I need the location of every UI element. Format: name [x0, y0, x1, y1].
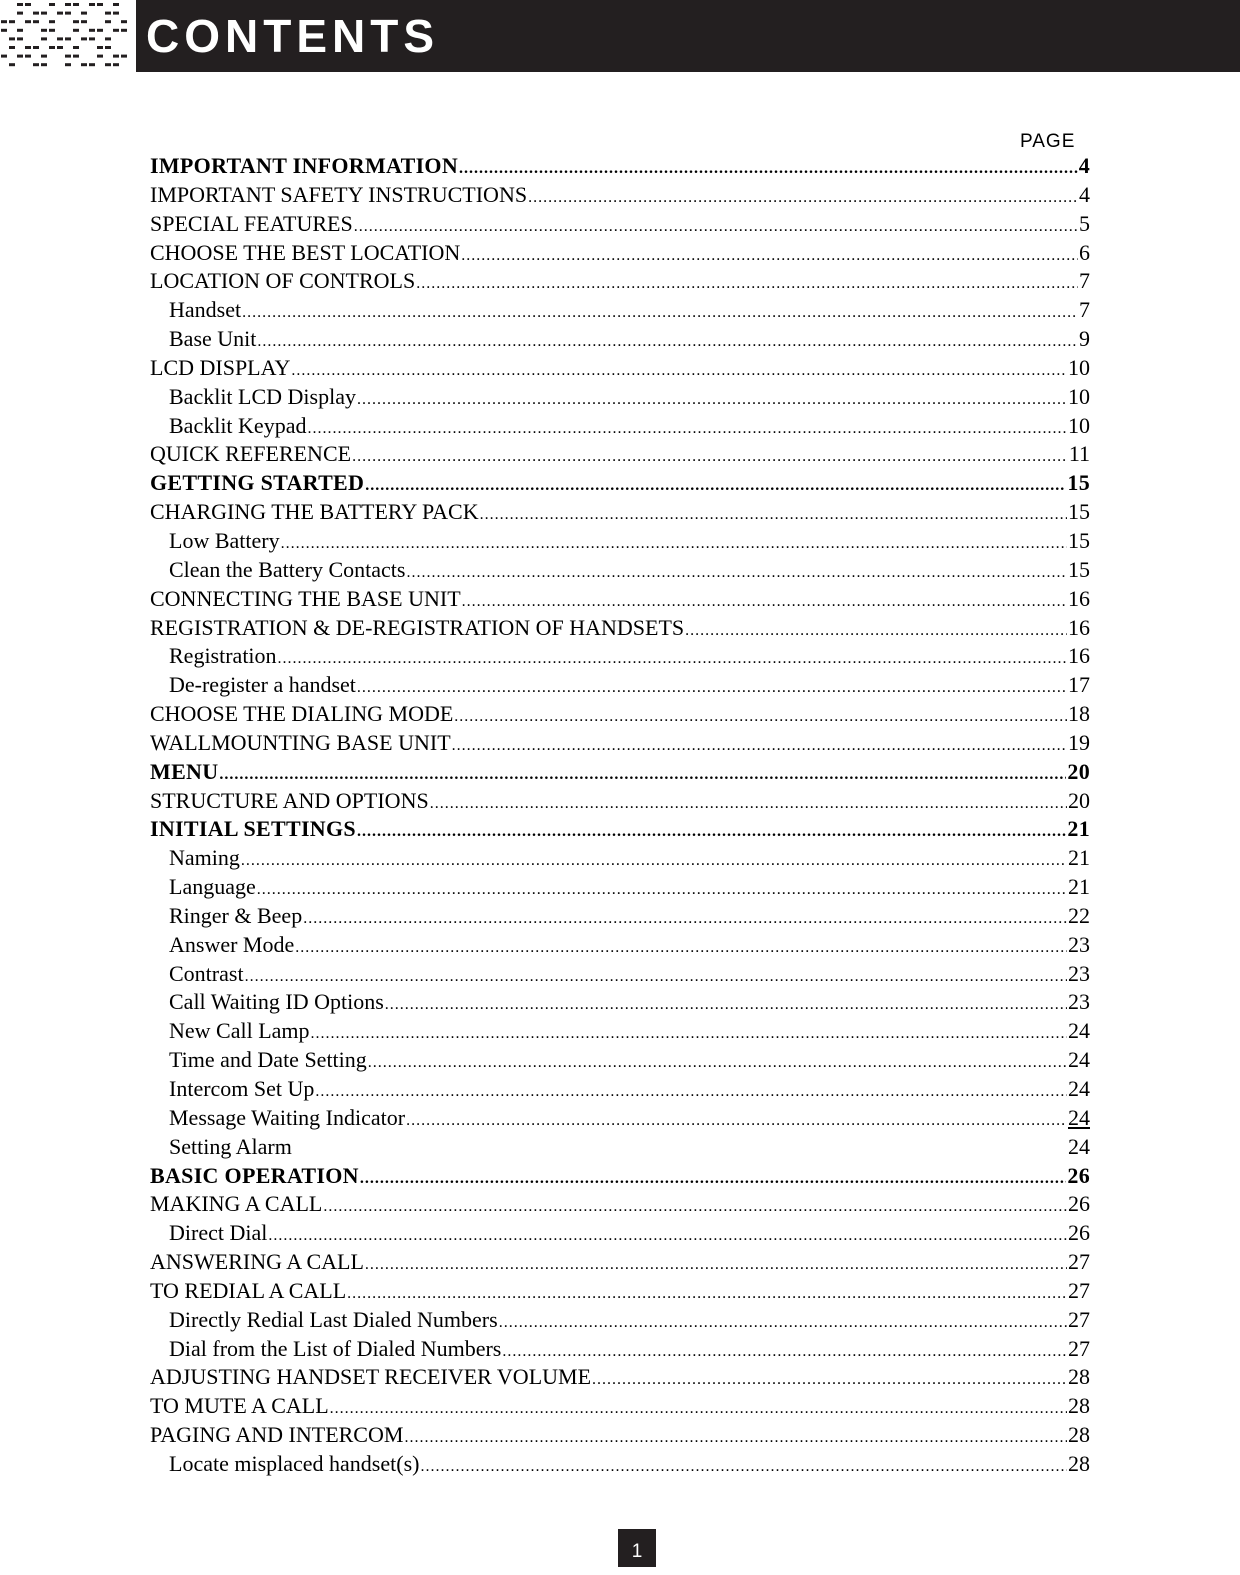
toc-entry-page: 18 — [1068, 701, 1090, 727]
toc-entry-page: 27 — [1068, 1249, 1090, 1275]
toc-entry[interactable] — [150, 1306, 1090, 1335]
toc-entry-title: Language — [169, 874, 256, 900]
toc-dot-leader — [311, 1020, 1067, 1046]
toc-entry-page: 4 — [1078, 153, 1090, 178]
toc-entry-title: MENU — [150, 758, 219, 784]
toc-entry-title: LOCATION OF CONTROLS — [150, 268, 416, 294]
toc-entry-page: 26 — [1068, 1191, 1090, 1217]
toc-entry-page: 9 — [1079, 326, 1090, 352]
toc-dot-leader — [404, 1424, 1067, 1450]
toc-dot-leader — [528, 184, 1078, 210]
toc-entry-page: 10 — [1068, 354, 1090, 380]
toc-entry-page: 6 — [1079, 239, 1090, 265]
toc-entry-page: 19 — [1068, 729, 1090, 755]
toc-entry[interactable] — [150, 354, 1090, 383]
toc-entry[interactable] — [150, 988, 1090, 1017]
toc-dot-leader — [291, 357, 1067, 383]
toc-entry-title: Call Waiting ID Options — [169, 989, 384, 1015]
toc-dot-leader — [278, 645, 1067, 671]
toc-entry[interactable] — [150, 1421, 1090, 1450]
toc-entry[interactable] — [150, 758, 1090, 787]
toc-entry[interactable] — [150, 1450, 1090, 1479]
toc-entry-title: STRUCTURE AND OPTIONS — [150, 787, 429, 813]
toc-dot-leader — [461, 242, 1078, 268]
toc-entry[interactable] — [150, 614, 1090, 643]
toc-entry-page: 15 — [1068, 527, 1090, 553]
toc-entry-title: Ringer & Beep — [169, 902, 303, 928]
toc-entry-page: 24 — [1068, 1104, 1090, 1130]
toc-entry-title: CHOOSE THE BEST LOCATION — [150, 239, 461, 265]
toc-entry[interactable] — [150, 527, 1090, 556]
toc-entry[interactable] — [150, 1392, 1090, 1421]
toc-entry-page: 26 — [1067, 1162, 1090, 1188]
toc-entry[interactable] — [150, 469, 1090, 498]
page-column-label: PAGE — [1020, 131, 1076, 152]
toc-dot-leader — [592, 1366, 1067, 1392]
toc-dot-leader — [352, 443, 1068, 469]
toc-entry[interactable] — [150, 1104, 1090, 1133]
toc-entry[interactable] — [150, 902, 1090, 931]
toc-entry[interactable] — [150, 1017, 1090, 1046]
toc-entry[interactable] — [150, 152, 1090, 181]
toc-dot-leader — [406, 559, 1067, 585]
toc-entry[interactable] — [150, 1335, 1090, 1364]
toc-entry-title: IMPORTANT SAFETY INSTRUCTIONS — [150, 181, 528, 207]
toc-dot-leader — [281, 530, 1067, 556]
toc-dot-leader — [245, 963, 1067, 989]
toc-entry-title: Directly Redial Last Dialed Numbers — [169, 1306, 498, 1332]
toc-entry[interactable] — [150, 729, 1090, 758]
toc-entry-title: INITIAL SETTINGS — [150, 816, 356, 842]
header-bar — [136, 0, 1240, 72]
toc-entry-title: New Call Lamp — [169, 1018, 310, 1044]
toc-entry[interactable] — [150, 412, 1090, 441]
toc-dot-leader — [219, 761, 1066, 787]
toc-entry-title: Low Battery — [169, 527, 280, 553]
toc-entry-title: Message Waiting Indicator — [169, 1104, 406, 1130]
toc-entry-page: 23 — [1068, 931, 1090, 957]
toc-entry-page: 17 — [1068, 672, 1090, 698]
toc-entry-title: Naming — [169, 845, 240, 871]
toc-entry-title: ANSWERING A CALL — [150, 1249, 364, 1275]
toc-entry-title: TO REDIAL A CALL — [150, 1277, 347, 1303]
toc-entry-page: 7 — [1079, 297, 1090, 323]
toc-entry-page: 28 — [1068, 1393, 1090, 1419]
toc-entry[interactable] — [150, 1219, 1090, 1248]
toc-entry[interactable] — [150, 1248, 1090, 1277]
toc-dot-leader — [365, 472, 1066, 498]
toc-entry-title: WALLMOUNTING BASE UNIT — [150, 729, 451, 755]
toc-entry-title: REGISTRATION & DE-REGISTRATION OF HANDSETS — [150, 614, 685, 640]
toc-entry-title: CHOOSE THE DIALING MODE — [150, 701, 454, 727]
toc-entry-page: 20 — [1067, 758, 1090, 784]
toc-dot-leader — [323, 1193, 1067, 1219]
toc-dot-leader — [241, 847, 1067, 873]
toc-entry-page: 24 — [1068, 1018, 1090, 1044]
toc-entry-title: Handset — [169, 297, 242, 323]
toc-entry-title: Intercom Set Up — [169, 1076, 315, 1101]
toc-entry[interactable] — [150, 873, 1090, 902]
toc-dot-leader — [499, 1309, 1067, 1335]
page-number: 1 — [618, 1529, 656, 1567]
toc-dot-leader — [420, 1453, 1067, 1479]
toc-dot-leader — [347, 1280, 1067, 1306]
toc-entry-page: 26 — [1068, 1220, 1090, 1246]
toc-entry-title: Clean the Battery Contacts — [169, 556, 406, 582]
toc-entry[interactable] — [150, 844, 1090, 873]
toc-dot-leader — [303, 905, 1067, 931]
toc-entry-title: Time and Date Setting — [169, 1047, 367, 1073]
toc-entry[interactable] — [150, 210, 1090, 239]
toc-dot-leader — [365, 1251, 1067, 1277]
toc-entry-page: 27 — [1068, 1277, 1090, 1303]
toc-dot-leader — [315, 1078, 1067, 1104]
toc-dot-leader — [242, 299, 1078, 325]
toc-dot-leader — [268, 1222, 1067, 1248]
toc-entry-page: 24 — [1068, 1076, 1090, 1101]
toc-entry-title: GETTING STARTED — [150, 470, 365, 496]
toc-dot-leader — [406, 1107, 1067, 1133]
toc-entry-title: IMPORTANT INFORMATION — [150, 153, 459, 178]
toc-entry-title: CHARGING THE BATTERY PACK — [150, 499, 479, 525]
table-of-contents — [150, 152, 1090, 1479]
toc-entry-title: Contrast — [169, 960, 244, 986]
toc-dot-leader — [480, 501, 1067, 527]
toc-entry[interactable] — [150, 383, 1090, 412]
toc-entry-title: Locate misplaced handset(s) — [169, 1450, 420, 1476]
toc-entry[interactable] — [150, 787, 1090, 816]
toc-entry-title: Direct Dial — [169, 1220, 268, 1246]
toc-dot-leader — [685, 617, 1067, 643]
toc-dot-leader — [430, 790, 1067, 816]
toc-dot-leader — [502, 1338, 1067, 1364]
toc-entry[interactable] — [150, 1363, 1090, 1392]
toc-entry-title: Dial from the List of Dialed Numbers — [169, 1335, 502, 1361]
toc-entry[interactable] — [150, 267, 1090, 296]
toc-dot-leader — [257, 876, 1067, 902]
toc-entry[interactable] — [150, 960, 1090, 989]
toc-entry-page: 10 — [1068, 383, 1090, 409]
toc-entry-title: Setting Alarm — [169, 1133, 292, 1159]
toc-dot-leader — [452, 732, 1067, 758]
toc-entry-page: 23 — [1068, 960, 1090, 986]
toc-entry-title: De-register a handset — [169, 672, 356, 698]
toc-entry[interactable] — [150, 325, 1090, 354]
toc-entry-page: 10 — [1068, 412, 1090, 438]
toc-dot-leader — [459, 155, 1078, 181]
toc-entry-page: 16 — [1068, 614, 1090, 640]
toc-entry-title: Backlit LCD Display — [169, 383, 356, 409]
toc-entry-page: 28 — [1068, 1422, 1090, 1448]
toc-entry[interactable] — [150, 642, 1090, 671]
toc-entry[interactable] — [150, 498, 1090, 527]
toc-entry[interactable] — [150, 556, 1090, 585]
toc-entry[interactable] — [150, 239, 1090, 268]
toc-entry-title: BASIC OPERATION — [150, 1162, 359, 1188]
toc-entry[interactable] — [150, 296, 1090, 325]
toc-entry-page: 15 — [1068, 499, 1090, 525]
toc-entry-page: 22 — [1068, 902, 1090, 928]
toc-dot-leader — [307, 415, 1067, 441]
toc-dot-leader — [330, 1395, 1067, 1421]
toc-entry-page: 21 — [1068, 874, 1090, 900]
toc-entry-page: 28 — [1068, 1450, 1090, 1476]
toc-entry-page: 21 — [1067, 816, 1090, 842]
toc-entry-title: Base Unit — [169, 326, 257, 352]
toc-entry-page: 4 — [1079, 181, 1090, 207]
toc-dot-leader — [357, 386, 1067, 412]
toc-entry-page: 24 — [1068, 1133, 1090, 1159]
toc-dot-leader — [454, 703, 1067, 729]
toc-entry-page: 27 — [1068, 1335, 1090, 1361]
page-title: CONTENTS — [146, 10, 439, 62]
toc-entry-page: 23 — [1068, 989, 1090, 1015]
toc-entry-title: CONNECTING THE BASE UNIT — [150, 585, 461, 611]
toc-entry[interactable] — [150, 1190, 1090, 1219]
toc-dot-leader — [462, 588, 1067, 614]
toc-entry-page: 28 — [1068, 1364, 1090, 1390]
toc-entry-page: 20 — [1068, 787, 1090, 813]
toc-entry-title: TO MUTE A CALL — [150, 1393, 329, 1419]
toc-dot-leader — [257, 328, 1078, 354]
toc-entry[interactable] — [150, 440, 1090, 469]
toc-entry-title: ADJUSTING HANDSET RECEIVER VOLUME — [150, 1364, 592, 1390]
header-decorative-pattern — [0, 2, 130, 72]
toc-entry-title: MAKING A CALL — [150, 1191, 323, 1217]
toc-entry-page: 24 — [1068, 1047, 1090, 1073]
toc-entry[interactable] — [150, 1046, 1090, 1075]
toc-entry-title: LCD DISPLAY — [150, 354, 291, 380]
toc-entry-page: 16 — [1068, 585, 1090, 611]
toc-entry-title: Answer Mode — [169, 931, 295, 957]
toc-dot-leader — [295, 934, 1067, 960]
toc-entry[interactable] — [150, 671, 1090, 700]
toc-entry-page: 15 — [1067, 470, 1090, 496]
toc-dot-leader — [357, 818, 1066, 844]
toc-dot-leader — [368, 1049, 1067, 1075]
toc-entry[interactable] — [150, 1277, 1090, 1306]
toc-entry[interactable] — [150, 1162, 1090, 1191]
toc-dot-leader — [385, 991, 1067, 1017]
toc-entry-page: 11 — [1068, 441, 1090, 467]
toc-dot-leader — [354, 213, 1078, 239]
toc-entry-page: 16 — [1068, 643, 1090, 669]
toc-entry[interactable] — [150, 931, 1090, 960]
toc-entry-page: 7 — [1079, 268, 1090, 294]
toc-dot-leader — [360, 1165, 1067, 1191]
toc-entry-title: Backlit Keypad — [169, 412, 307, 438]
toc-entry-page: 27 — [1068, 1306, 1090, 1332]
toc-entry-title: PAGING AND INTERCOM — [150, 1422, 404, 1448]
toc-entry-title: Registration — [169, 643, 277, 669]
toc-entry[interactable] — [150, 1075, 1090, 1104]
toc-entry-title: QUICK REFERENCE — [150, 441, 352, 467]
toc-entry-page: 5 — [1079, 210, 1090, 236]
toc-entry[interactable] — [150, 815, 1090, 844]
toc-entry[interactable] — [150, 585, 1090, 614]
toc-entry[interactable] — [150, 1133, 1090, 1162]
toc-entry[interactable] — [150, 181, 1090, 210]
toc-entry-page: 21 — [1068, 845, 1090, 871]
toc-dot-leader — [357, 674, 1067, 700]
toc-entry-page: 15 — [1068, 556, 1090, 582]
toc-dot-leader — [416, 270, 1078, 296]
toc-entry-title: SPECIAL FEATURES — [150, 210, 353, 236]
toc-entry[interactable] — [150, 700, 1090, 729]
